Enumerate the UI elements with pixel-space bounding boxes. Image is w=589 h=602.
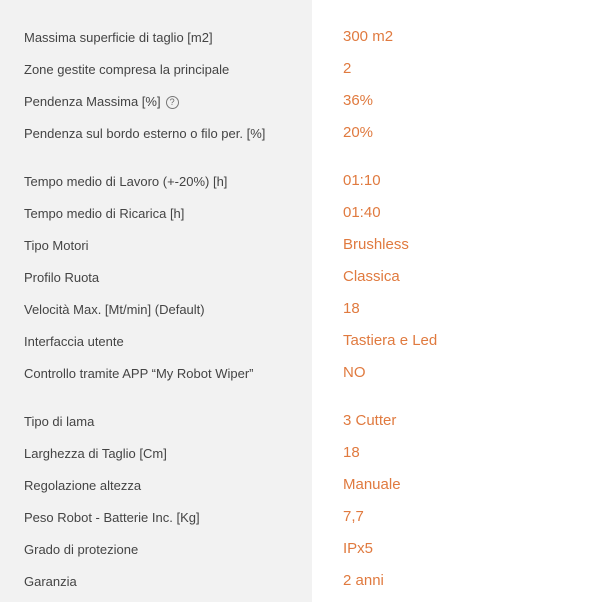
spec-label: Pendenza Massima [%]	[24, 94, 161, 109]
spec-label: Tipo di lama	[24, 414, 95, 429]
spec-label: Grado di protezione	[24, 542, 139, 557]
spec-row	[0, 442, 589, 474]
spec-label: Tempo medio di Ricarica [h]	[24, 206, 185, 221]
spec-value: 18	[343, 300, 360, 317]
spec-label: Profilo Ruota	[24, 270, 100, 285]
spec-value: 01:10	[343, 172, 381, 189]
spec-row	[0, 202, 589, 234]
spec-label: Velocità Max. [Mt/min] (Default)	[24, 302, 205, 317]
spec-row	[0, 330, 589, 362]
spec-value: Tastiera e Led	[343, 332, 438, 349]
spec-label: Interfaccia utente	[24, 334, 124, 349]
spec-row	[0, 234, 589, 266]
spec-row	[0, 26, 589, 58]
spec-row	[0, 474, 589, 506]
spec-value: 2	[343, 60, 352, 77]
spec-row	[0, 266, 589, 298]
spec-row	[0, 58, 589, 90]
spec-row	[0, 362, 589, 410]
spec-label: Larghezza di Taglio [Cm]	[24, 446, 167, 461]
spec-row	[0, 90, 589, 122]
spec-label: Controllo tramite APP “My Robot Wiper”	[24, 366, 254, 381]
spec-row	[0, 122, 589, 170]
spec-label: Massima superficie di taglio [m2]	[24, 30, 213, 45]
question-circle-icon[interactable]: ?	[166, 96, 179, 109]
spec-value: 18	[343, 444, 360, 461]
spec-label: Tempo medio di Lavoro (+-20%) [h]	[24, 174, 228, 189]
spec-value: 3 Cutter	[343, 412, 397, 429]
spec-value: Classica	[343, 268, 400, 285]
spec-value: Brushless	[343, 236, 409, 253]
spec-row	[0, 538, 589, 570]
spec-row	[0, 298, 589, 330]
spec-value: NO	[343, 364, 366, 381]
spec-value: 2 anni	[343, 572, 384, 589]
spec-label: Pendenza sul bordo esterno o filo per. [%]	[24, 126, 266, 141]
spec-value: 300 m2	[343, 28, 394, 45]
spec-value: 36%	[343, 92, 374, 109]
spec-value: Manuale	[343, 476, 401, 493]
spec-label: Garanzia	[24, 574, 77, 589]
spec-label: Peso Robot - Batterie Inc. [Kg]	[24, 510, 200, 525]
spec-row	[0, 570, 589, 602]
spec-label: Regolazione altezza	[24, 478, 142, 493]
spec-label-with-help	[24, 94, 279, 110]
spec-value: 01:40	[343, 204, 381, 221]
spec-value: IPx5	[343, 540, 374, 557]
spec-row	[0, 410, 589, 442]
spec-label: Tipo Motori	[24, 238, 89, 253]
spec-label: Zone gestite compresa la principale	[24, 62, 230, 77]
spec-rows	[0, 26, 589, 602]
spec-value: 7,7	[343, 508, 364, 525]
spec-row	[0, 170, 589, 202]
spec-value: 20%	[343, 124, 374, 141]
spec-row	[0, 506, 589, 538]
